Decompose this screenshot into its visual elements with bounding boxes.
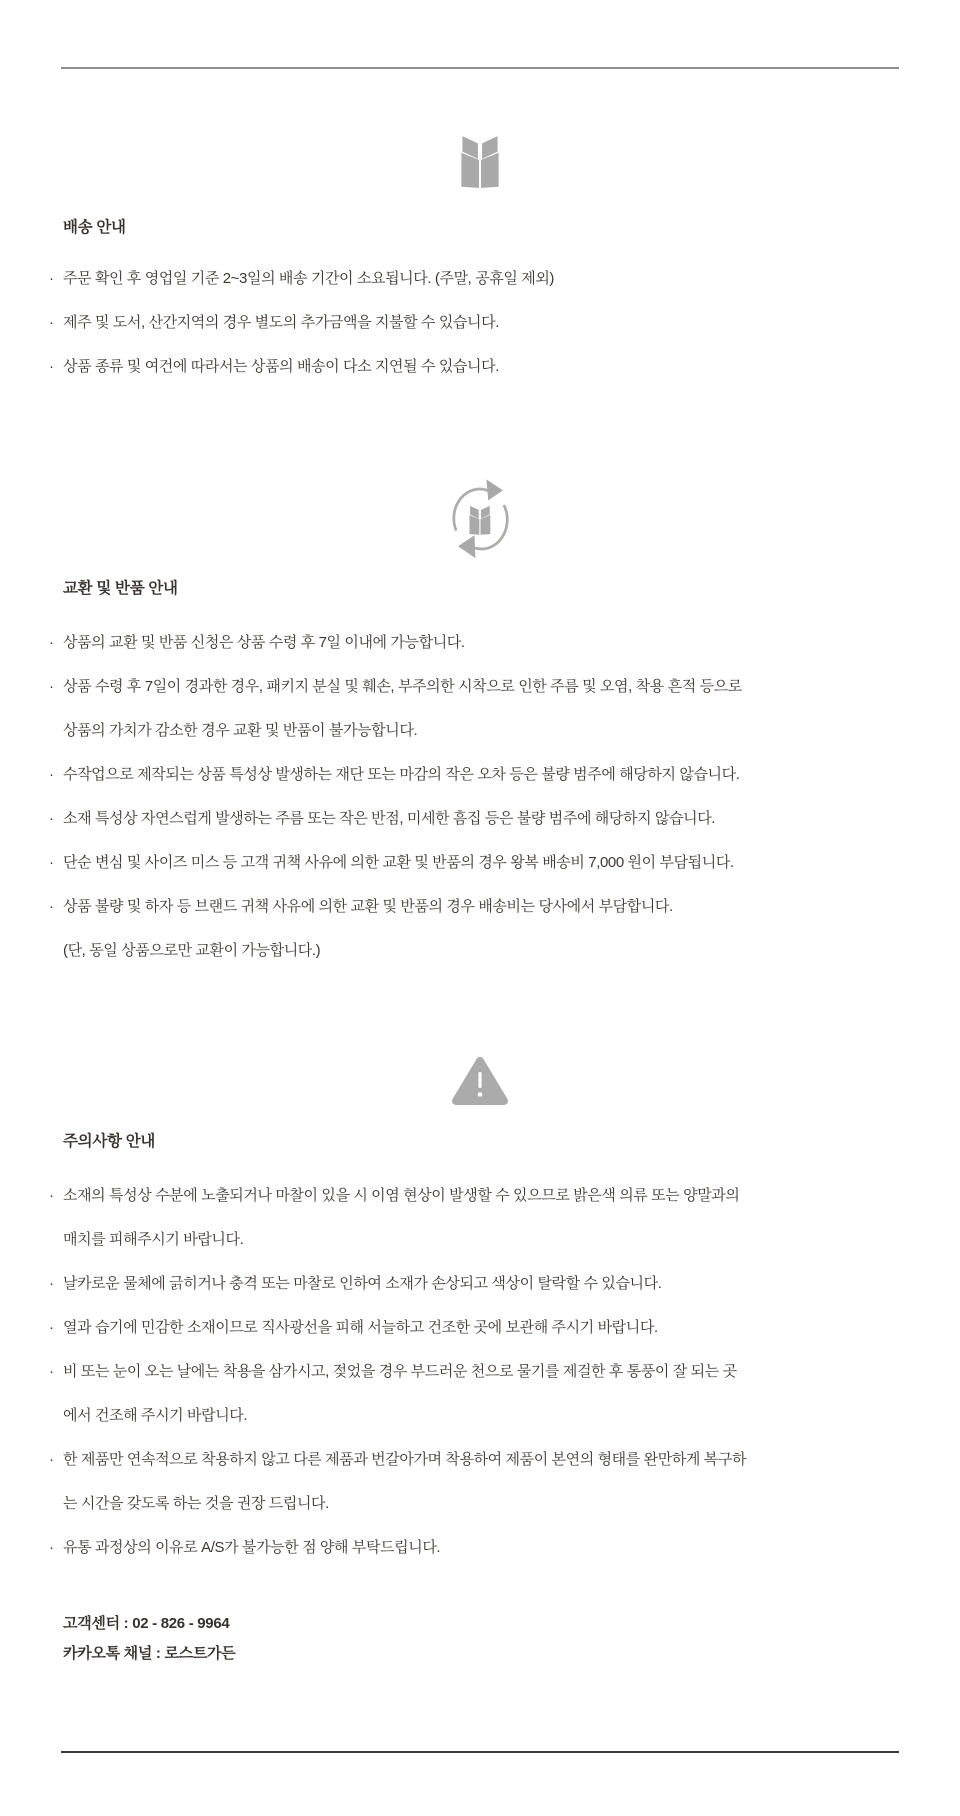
bullet-dot: ·	[49, 1363, 54, 1380]
bullet-dot: ·	[49, 854, 54, 871]
info-line	[0, 897, 960, 916]
kakao-channel-line: 카카오톡 채널 : 로스트가든	[63, 1645, 236, 1662]
info-line	[0, 1318, 960, 1337]
section-exchange-return	[0, 472, 960, 960]
info-line-text: 매치를 피해주시기 바랍니다.	[63, 1231, 244, 1248]
open-box-icon	[449, 129, 511, 195]
info-line	[0, 765, 960, 784]
bullet-dot: ·	[49, 1319, 54, 1336]
info-line-continuation	[0, 721, 960, 740]
contact-info	[63, 1614, 960, 1663]
info-line	[0, 633, 960, 652]
info-line-continuation	[0, 1494, 960, 1513]
shipping-icon-wrap	[0, 129, 960, 195]
info-line-text: 열과 습기에 민감한 소재이므로 직사광선을 피해 서늘하고 건조한 곳에 보관해 주시기 바랍니다.	[63, 1319, 658, 1336]
info-line	[0, 1274, 960, 1293]
info-line	[0, 1538, 960, 1557]
info-line-text: 상품 불량 및 하자 등 브랜드 귀책 사유에 의한 교환 및 반품의 경우 배송비는 당사에서 부담합니다.	[63, 898, 673, 915]
section-title-caution: 주의사항 안내	[63, 1133, 156, 1150]
info-line	[0, 809, 960, 828]
info-line-text: (단, 동일 상품으로만 교환이 가능합니다.)	[63, 942, 321, 959]
section-title-exchange: 교환 및 반품 안내	[63, 580, 178, 597]
info-line	[0, 269, 960, 288]
info-line-text: 상품의 가치가 감소한 경우 교환 및 반품이 불가능합니다.	[63, 722, 418, 739]
info-line	[0, 677, 960, 696]
info-line-text: 상품 수령 후 7일이 경과한 경우, 패키지 분실 및 훼손, 부주의한 시착으로 인한 주름 및 오염, 착용 흔적 등으로	[63, 678, 742, 695]
bullet-dot: ·	[49, 634, 54, 651]
info-line-continuation	[0, 1406, 960, 1425]
bullet-dot: ·	[49, 1275, 54, 1292]
caution-icon-wrap	[0, 1056, 960, 1106]
info-line-text: 상품의 교환 및 반품 신청은 상품 수령 후 7일 이내에 가능합니다.	[63, 634, 465, 651]
exchange-lines	[0, 633, 960, 960]
top-divider	[61, 67, 899, 69]
info-line	[0, 1362, 960, 1381]
info-line-text: 소재의 특성상 수분에 노출되거나 마찰이 있을 시 이염 현상이 발생할 수 있으므로 밝은색 의류 또는 양말과의	[63, 1187, 740, 1204]
info-line-text: 한 제품만 연속적으로 착용하지 않고 다른 제품과 번갈아가며 착용하여 제품이 본연의 형태를 완만하게 복구하	[63, 1451, 747, 1468]
caution-lines	[0, 1186, 960, 1557]
info-line-continuation	[0, 941, 960, 960]
info-line-text: 소재 특성상 자연스럽게 발생하는 주름 또는 작은 반점, 미세한 흠집 등은 불량 범주에 해당하지 않습니다.	[63, 810, 716, 827]
bullet-dot: ·	[49, 1187, 54, 1204]
info-line-text: 날카로운 물체에 긁히거나 충격 또는 마찰로 인하여 소재가 손상되고 색상이 탈락할 수 있습니다.	[63, 1275, 662, 1292]
info-line-continuation	[0, 1230, 960, 1249]
bullet-dot: ·	[49, 270, 54, 287]
customer-center-line: 고객센터 : 02 - 826 - 9964	[63, 1615, 230, 1632]
bullet-dot: ·	[49, 810, 54, 827]
bullet-dot: ·	[49, 358, 54, 375]
bullet-dot: ·	[49, 1451, 54, 1468]
info-line	[0, 357, 960, 376]
section-shipping	[0, 129, 960, 376]
info-line-text: 단순 변심 및 사이즈 미스 등 고객 귀책 사유에 의한 교환 및 반품의 경우 왕복 배송비 7,000 원이 부담됩니다.	[63, 854, 734, 871]
info-line	[0, 1186, 960, 1205]
bullet-dot: ·	[49, 766, 54, 783]
bullet-dot: ·	[49, 314, 54, 331]
exchange-icon-wrap	[0, 472, 960, 560]
bullet-dot: ·	[49, 898, 54, 915]
info-line-text: 에서 건조해 주시기 바랍니다.	[63, 1407, 248, 1424]
box-exchange-icon	[438, 472, 522, 560]
info-line-text: 유통 과정상의 이유로 A/S가 불가능한 점 양해 부탁드립니다.	[63, 1539, 441, 1556]
section-title-shipping: 배송 안내	[63, 219, 126, 236]
info-line-text: 비 또는 눈이 오는 날에는 착용을 삼가시고, 젖었을 경우 부드러운 천으로 물기를 제걸한 후 통풍이 잘 되는 곳	[63, 1363, 737, 1380]
info-line-text: 수작업으로 제작되는 상품 특성상 발생하는 재단 또는 마감의 작은 오차 등은 불량 범주에 해당하지 않습니다.	[63, 766, 740, 783]
info-line	[0, 1450, 960, 1469]
info-line	[0, 853, 960, 872]
info-line-text: 주문 확인 후 영업일 기준 2~3일의 배송 기간이 소요됩니다. (주말, 공휴일 제외)	[63, 270, 555, 287]
warning-icon	[451, 1056, 509, 1106]
bullet-dot: ·	[49, 678, 54, 695]
bottom-divider	[61, 1751, 899, 1753]
bullet-dot: ·	[49, 1539, 54, 1556]
info-line	[0, 313, 960, 332]
info-line-text: 상품 종류 및 여건에 따라서는 상품의 배송이 다소 지연될 수 있습니다.	[63, 358, 499, 375]
shipping-lines	[0, 269, 960, 376]
info-line-text: 제주 및 도서, 산간지역의 경우 별도의 추가금액을 지불할 수 있습니다.	[63, 314, 499, 331]
info-line-text: 는 시간을 갖도록 하는 것을 권장 드립니다.	[63, 1495, 329, 1512]
section-caution	[0, 1056, 960, 1557]
